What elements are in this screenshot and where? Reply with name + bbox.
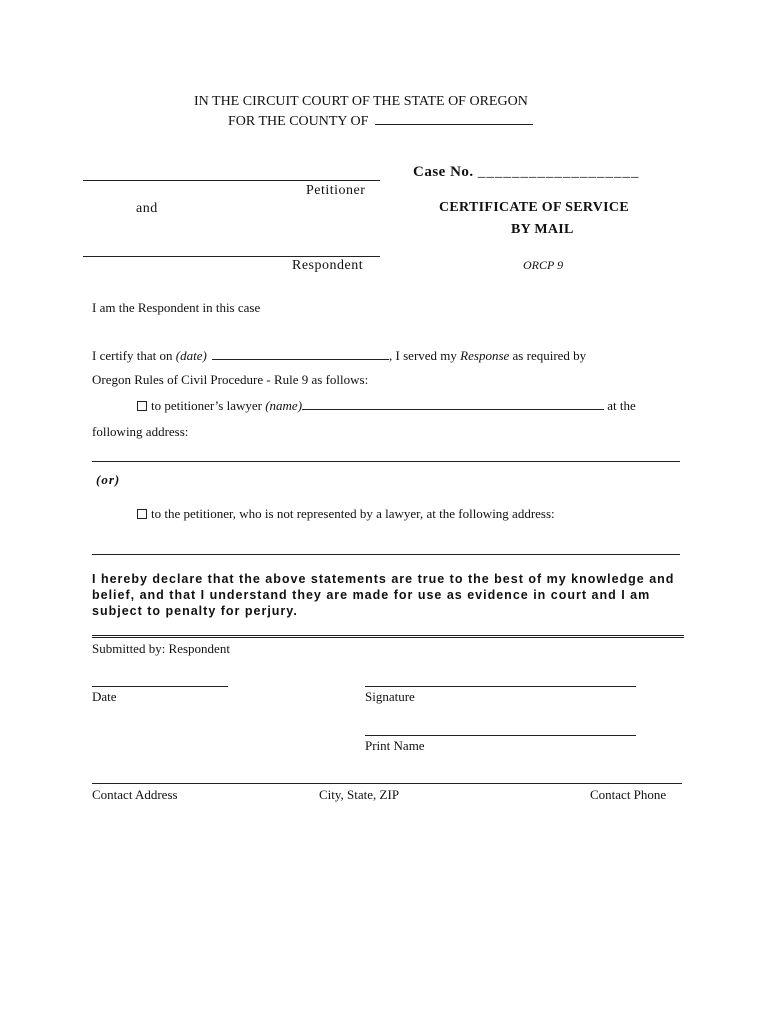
case-number-label: Case No. xyxy=(413,164,474,180)
court-heading-line2 xyxy=(228,112,533,130)
served-prefix: , I served my xyxy=(389,348,457,363)
service-date-blank[interactable] xyxy=(212,347,389,360)
date-label: (date) xyxy=(175,348,207,363)
lawyer-address-line[interactable] xyxy=(92,461,680,462)
case-number-blank[interactable]: ___________________ xyxy=(477,164,640,180)
at-the-label: at the xyxy=(607,398,636,413)
perjury-declaration: I hereby declare that the above statements are true to the best of my knowledge and belief, and that I understand they are made for use as evidence in court and I am subject to penalty for perjury. xyxy=(92,572,675,618)
rules-line: Oregon Rules of Civil Procedure - Rule 9 as follows: xyxy=(92,372,369,387)
case-number-field xyxy=(413,164,639,181)
petitioner-address-line[interactable] xyxy=(92,554,680,555)
date-field-label: Date xyxy=(92,689,117,704)
petitioner-option xyxy=(137,506,555,522)
or-label: (or) xyxy=(96,472,121,487)
print-name-label: Print Name xyxy=(365,738,425,753)
date-line[interactable] xyxy=(92,686,228,687)
following-address-label: following address: xyxy=(92,424,189,439)
county-blank[interactable] xyxy=(375,112,533,125)
document-title-line1: CERTIFICATE OF SERVICE xyxy=(439,200,629,215)
contact-phone-label: Contact Phone xyxy=(590,787,667,802)
print-name-line[interactable] xyxy=(365,735,636,736)
petitioner-checkbox[interactable] xyxy=(137,509,147,519)
certify-line xyxy=(92,347,586,364)
rule-citation: ORCP 9 xyxy=(523,258,564,272)
served-document: Response xyxy=(460,348,510,363)
court-heading-line1: IN THE CIRCUIT COURT OF THE STATE OF OREGON xyxy=(194,94,528,109)
lawyer-name-blank[interactable] xyxy=(302,397,604,410)
name-label: (name) xyxy=(265,398,303,413)
contact-address-label: Contact Address xyxy=(92,787,178,802)
declaration-divider xyxy=(92,635,684,638)
submitted-by: Submitted by: Respondent xyxy=(92,641,230,656)
petitioner-option-label: to the petitioner, who is not represented by a lawyer, at the following address: xyxy=(151,506,555,521)
petitioner-label: Petitioner xyxy=(306,183,366,198)
signature-line[interactable] xyxy=(365,686,636,687)
lawyer-option-label: to petitioner’s lawyer xyxy=(151,398,262,413)
served-suffix: as required by xyxy=(512,348,587,363)
petitioner-name-line[interactable] xyxy=(83,180,380,181)
county-label: FOR THE COUNTY OF xyxy=(228,114,369,129)
lawyer-option xyxy=(137,397,636,414)
respondent-name-line[interactable] xyxy=(83,256,380,257)
document-title-line2: BY MAIL xyxy=(511,222,574,237)
role-statement: I am the Respondent in this case xyxy=(92,300,261,315)
signature-label: Signature xyxy=(365,689,415,704)
certify-prefix: I certify that on xyxy=(92,348,173,363)
contact-line[interactable] xyxy=(92,783,682,784)
lawyer-checkbox[interactable] xyxy=(137,401,147,411)
and-label: and xyxy=(136,201,158,216)
city-state-zip-label: City, State, ZIP xyxy=(319,787,400,802)
respondent-label: Respondent xyxy=(292,258,364,273)
